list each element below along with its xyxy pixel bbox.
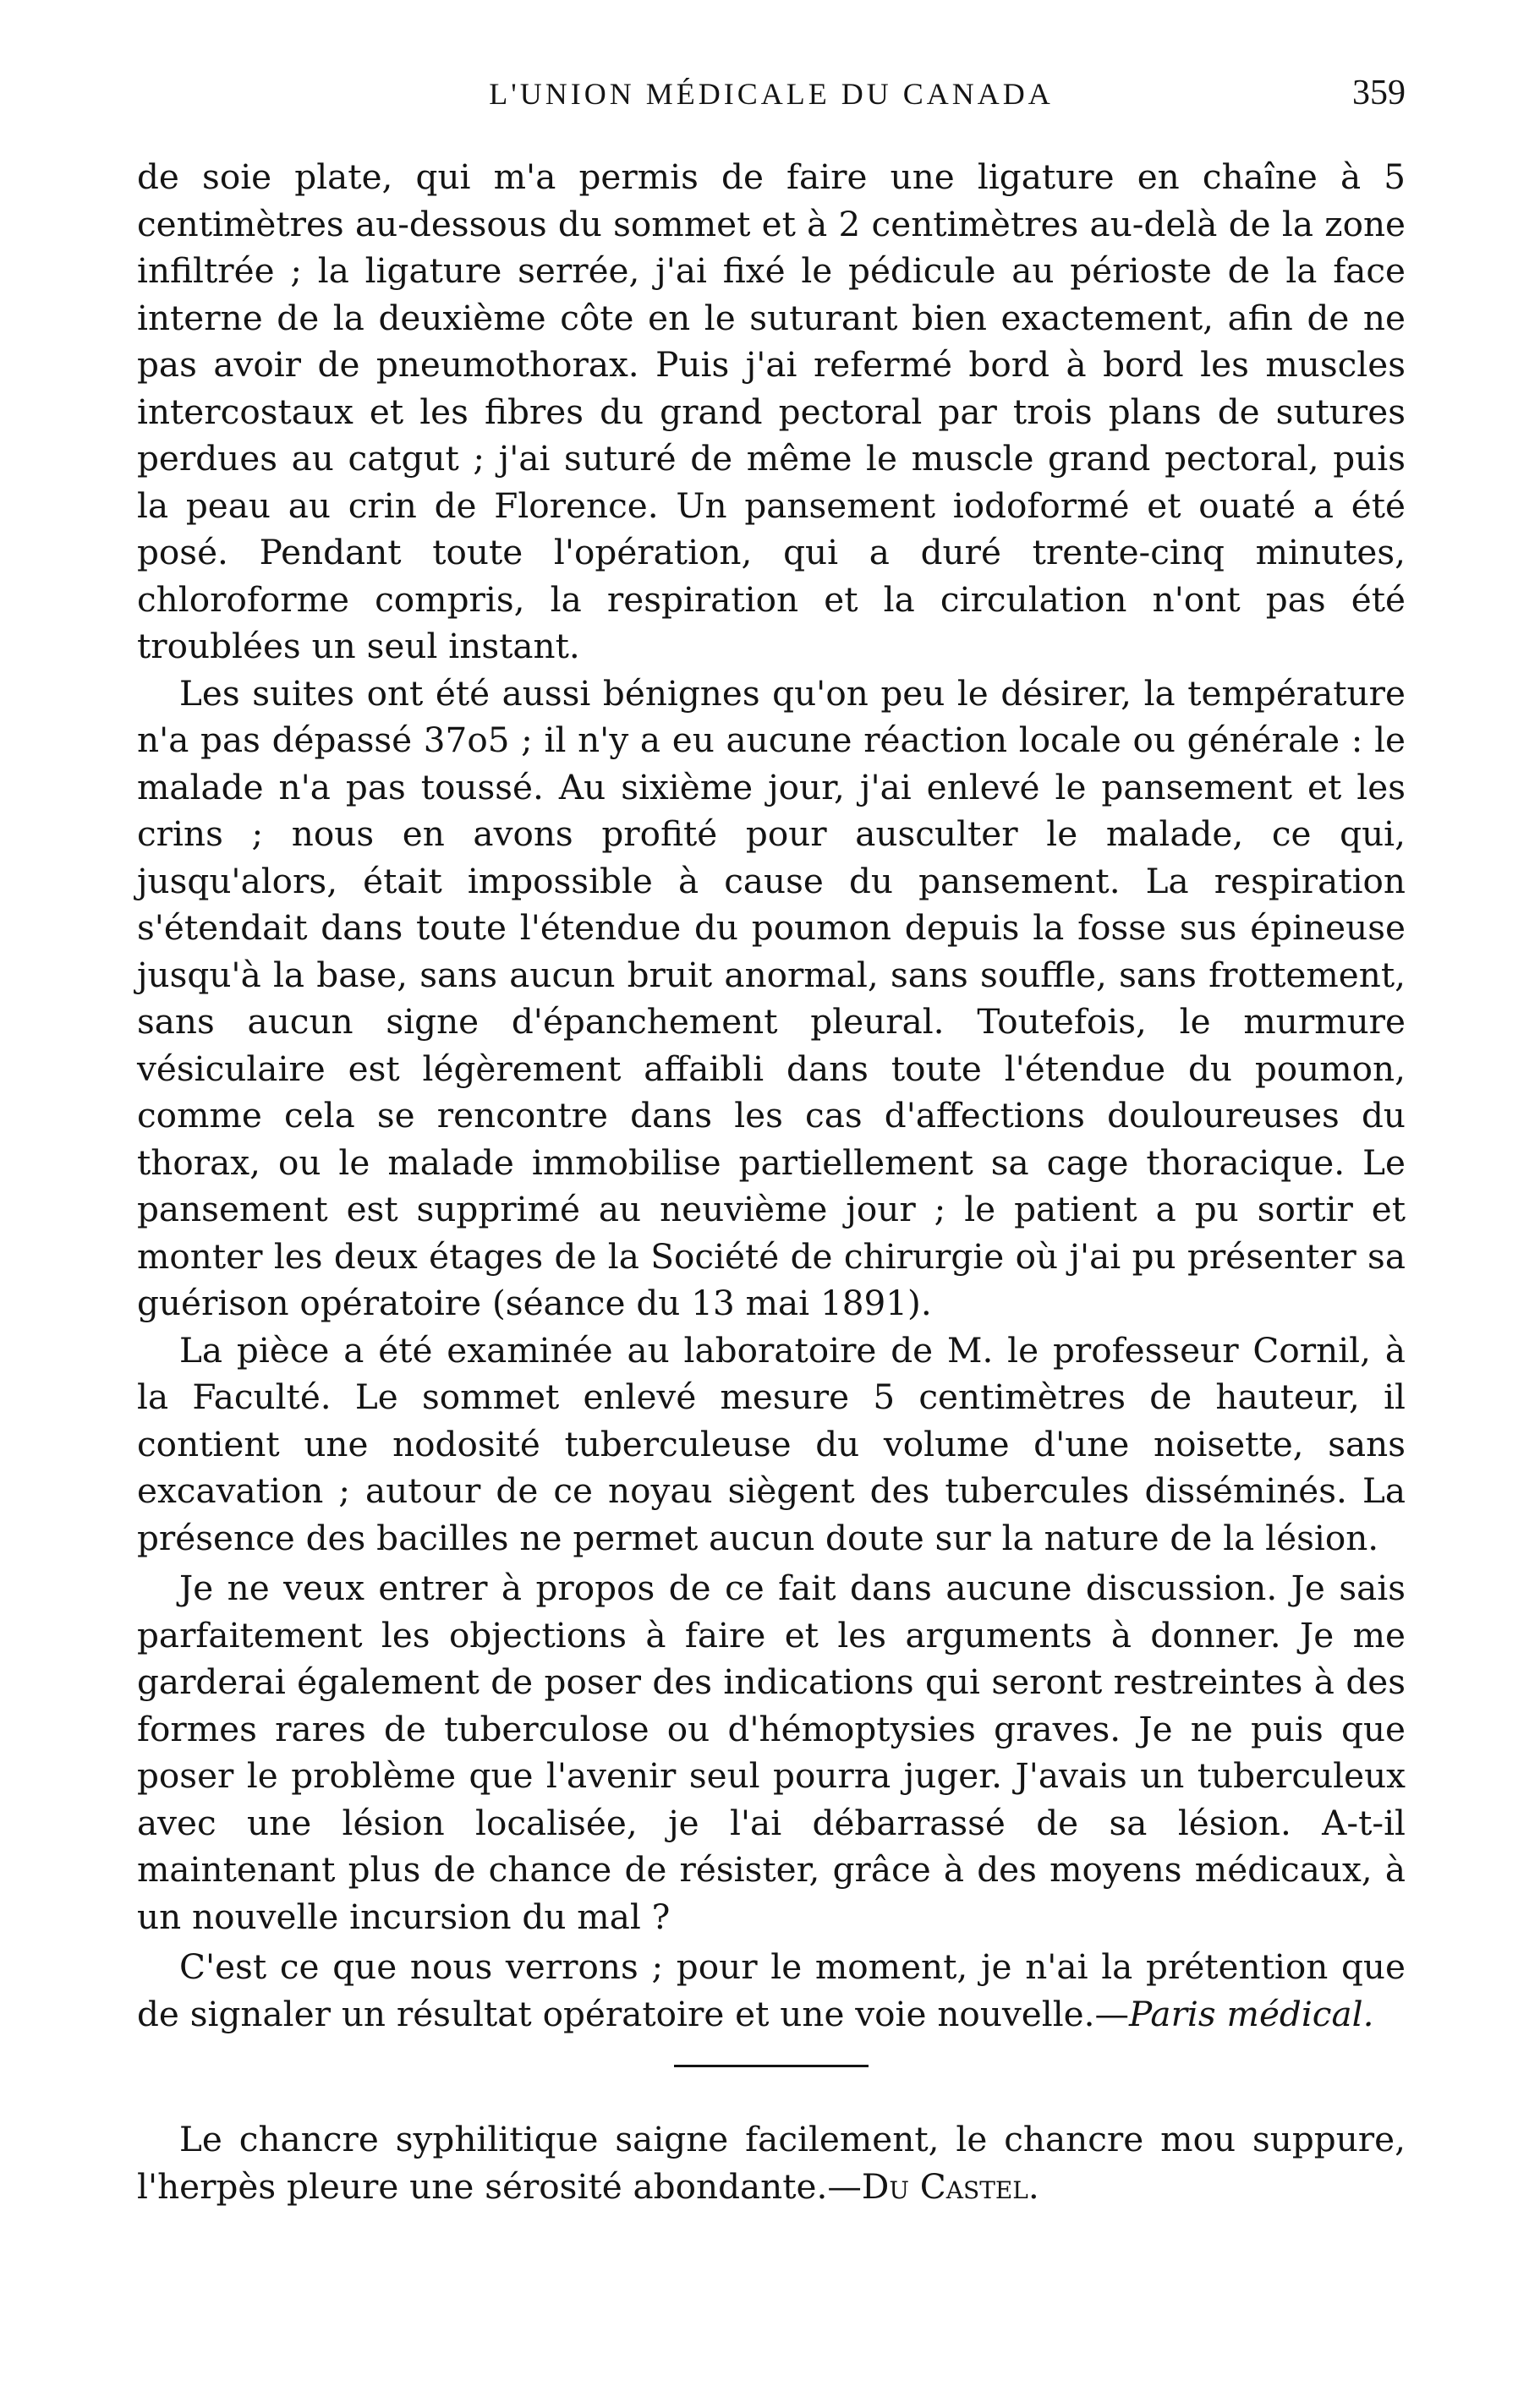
closing-text: C'est ce que nous verrons ; pour le moment, je n'ai la prétention que de signaler un résultat opératoire et une voie nouvelle.: [137, 1946, 1406, 2034]
note-author: Du Castel.: [861, 2165, 1039, 2207]
note-paragraph: [137, 2116, 1406, 2210]
page-number: 359: [1352, 74, 1406, 112]
section-divider: [674, 2065, 869, 2067]
paragraph-1: de soie plate, qui m'a permis de faire une ligature en chaîne à 5 centimètres au-dessous du sommet et à 2 centimètres au-delà de la zone infiltrée ; la ligature serrée, j'ai fixé le pédicule au périoste de la face interne de la deuxième côte en le suturant bien exactement, afin de ne pas avoir de pneumothorax. Puis j'ai refermé bord à bord les muscles intercostaux et les fibres du grand pectoral par trois plans de sutures perdues au catgut ; j'ai suturé de même le muscle grand pectoral, puis la peau au crin de Florence. Un pansement iodoformé et ouaté a été posé. Pendant toute l'opération, qui a duré trente-cinq minutes, chloroforme compris, la respiration et la circulation n'ont pas été troublées un seul instant.: [137, 156, 1406, 666]
note-dash: —: [827, 2165, 862, 2207]
closing-paragraph: [137, 1944, 1406, 2038]
article-body: [137, 154, 1406, 2210]
running-header: [137, 73, 1406, 123]
paragraph-4: Je ne veux entrer à propos de ce fait dans aucune discussion. Je sais parfaitement les objections à faire et les arguments à donner. Je me garderai également de poser des indications qui seront restreintes à des formes rares de tuberculose ou d'hémoptysies graves. Je ne puis que poser le problème que l'avenir seul pourra juger. J'avais un tuberculeux avec une lésion localisée, je l'ai débarrassé de sa lésion. A-t-il maintenant plus de chance de résister, grâce à des moyens médicaux, à un nouvelle incursion du mal ?: [137, 1568, 1406, 1937]
closing-dash: —: [1094, 1993, 1129, 2034]
note-text: Le chancre syphilitique saigne facilement, le chancre mou suppure, l'herpès pleure une sérosité abondante.: [137, 2119, 1406, 2207]
paragraph-3: La pièce a été examinée au laboratoire de M. le professeur Cornil, à la Faculté. Le sommet enlevé mesure 5 centimètres de hauteur, il contient une nodosité tuberculeuse du volume d'une noisette, sans excavation ; autour de ce noyau siègent des tubercules disséminés. La présence des bacilles ne permet aucun doute sur la nature de la lésion.: [137, 1329, 1406, 1558]
paragraph-2: Les suites ont été aussi bénignes qu'on peu le désirer, la température n'a pas dépassé 37o5 ; il n'y a eu aucune réaction locale ou générale : le malade n'a pas toussé. Au sixième jour, j'ai enlevé le pansement et les crins ; nous en avons profité pour ausculter le malade, ce qui, jusqu'alors, était impossible à cause du pansement. La respiration s'étendait dans toute l'étendue du poumon depuis la fosse sus épineuse jusqu'à la base, sans aucun bruit anormal, sans souffle, sans frottement, sans aucun signe d'épanchement pleural. Toutefois, le murmure vésiculaire est légèrement affaibli dans toute l'étendue du poumon, comme cela se rencontre dans les cas d'affections douloureuses du thorax, ou le malade immobilise partiellement sa cage thoracique. Le pansement est supprimé au neuvième jour ; le patient a pu sortir et monter les deux étages de la Société de chirurgie où j'ai pu présenter sa guérison opératoire (séance du 13 mai 1891).: [137, 672, 1406, 1323]
running-title: L'UNION MÉDICALE DU CANADA: [489, 77, 1054, 111]
closing-source: Paris médical.: [1129, 1993, 1374, 2034]
document-page: [137, 73, 1406, 2210]
